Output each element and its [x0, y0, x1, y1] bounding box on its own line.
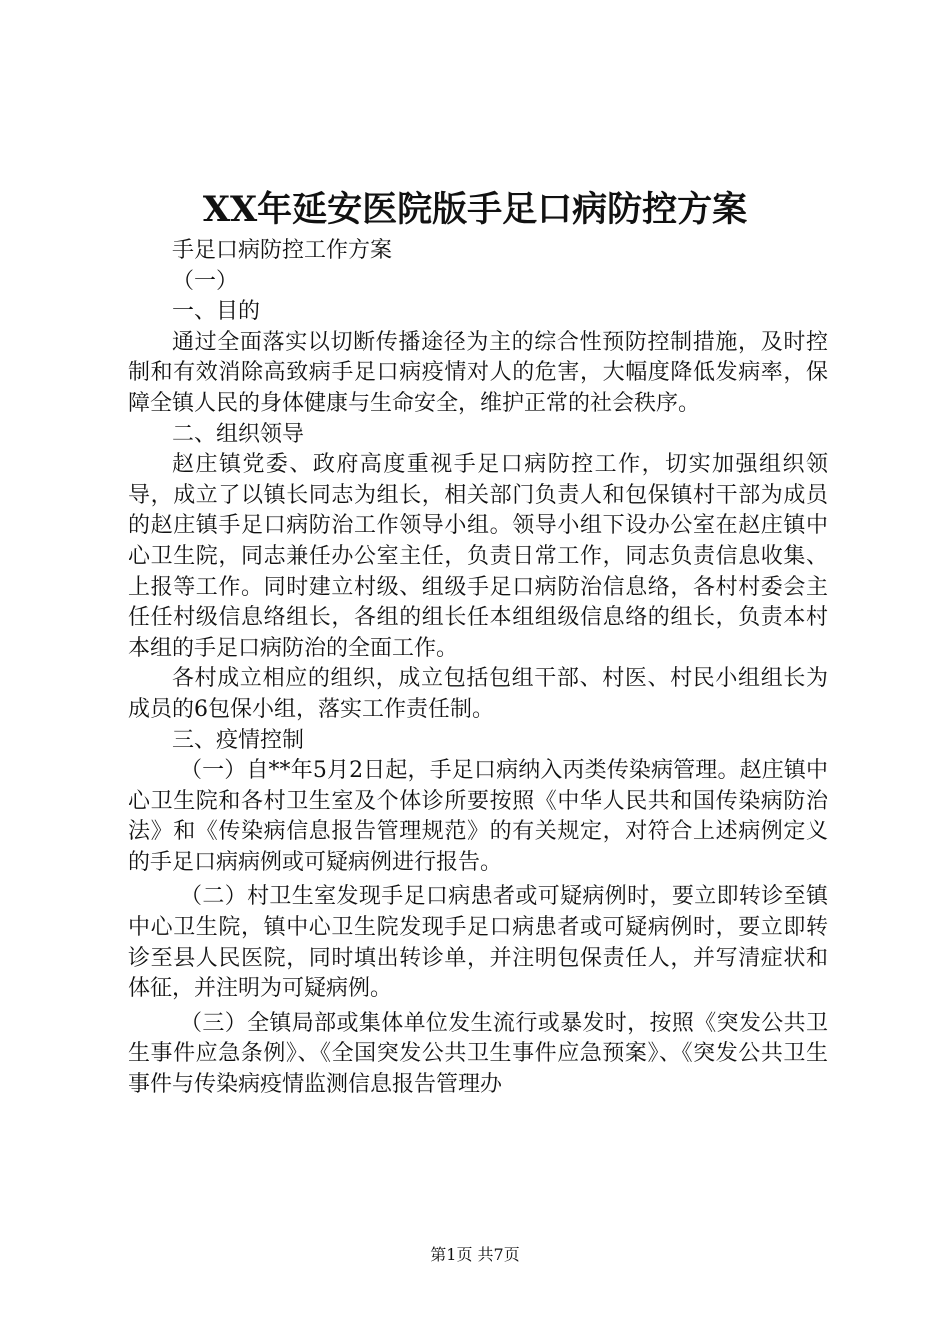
- paragraph-control-item-3: （三）全镇局部或集体单位发生流行或暴发时，按照《突发公共卫生事件应急条例》、《全国突发公共卫生事件应急预案》、《突发公共卫生事件与传染病疫情监测信息报告管理办: [128, 1010, 828, 1098]
- page-number-footer: 第1页 共7页: [430, 1245, 520, 1264]
- heading-purpose: 一、目的: [172, 299, 261, 325]
- paragraph-control-item-1: （一）自**年5月2日起，手足口病纳入丙类传染病管理。赵庄镇中心卫生院和各村卫生室及个体诊所要按照《中华人民共和国传染病防治法》和《传染病信息报告管理规范》的有关规定，对符合上述病例定义的手足口病病例或可疑病例进行报告。: [128, 758, 828, 875]
- document-title: XX年延安医院版手足口病防控方案: [202, 189, 748, 230]
- paragraph-organization: 赵庄镇党委、政府高度重视手足口病防控工作，切实加强组织领导，成立了以镇长同志为组长，相关部门负责人和包保镇村干部为成员的赵庄镇手足口病防治工作领导小组。领导小组下设办公室在赵庄镇中心卫生院，同志兼任办公室主任，负责日常工作，同志负责信息收集、上报等工作。同时建立村级、组级手足口病防治信息络，各村村委会主任任村级信息络组长，各组的组长任本组组级信息络的组长，负责本村本组的手足口病防治的全面工作。: [128, 452, 828, 661]
- paragraph-village-groups: 各村成立相应的组织，成立包括包组干部、村医、村民小组组长为成员的6包保小组，落实工作责任制。: [128, 666, 828, 722]
- subtitle-paragraph: 手足口病防控工作方案: [172, 238, 393, 263]
- paragraph-control-item-2: （二）村卫生室发现手足口病患者或可疑病例时，要立即转诊至镇中心卫生院，镇中心卫生院发现手足口病患者或可疑病例时，要立即转诊至县人民医院，同时填出转诊单，并注明包保责任人，并写清症状和体征，并注明为可疑病例。: [128, 884, 828, 1002]
- document-body: [128, 236, 828, 1101]
- heading-organization: 二、组织领导: [172, 421, 305, 447]
- heading-epidemic-control: 三、疫情控制: [172, 727, 305, 753]
- paragraph-purpose: 通过全面落实以切断传播途径为主的综合性预防控制措施，及时控制和有效消除高致病手足口病疫情对人的危害，大幅度降低发病率，保障全镇人民的身体健康与生命安全，维护正常的社会秩序。: [128, 329, 828, 416]
- section-number: （一）: [172, 268, 239, 294]
